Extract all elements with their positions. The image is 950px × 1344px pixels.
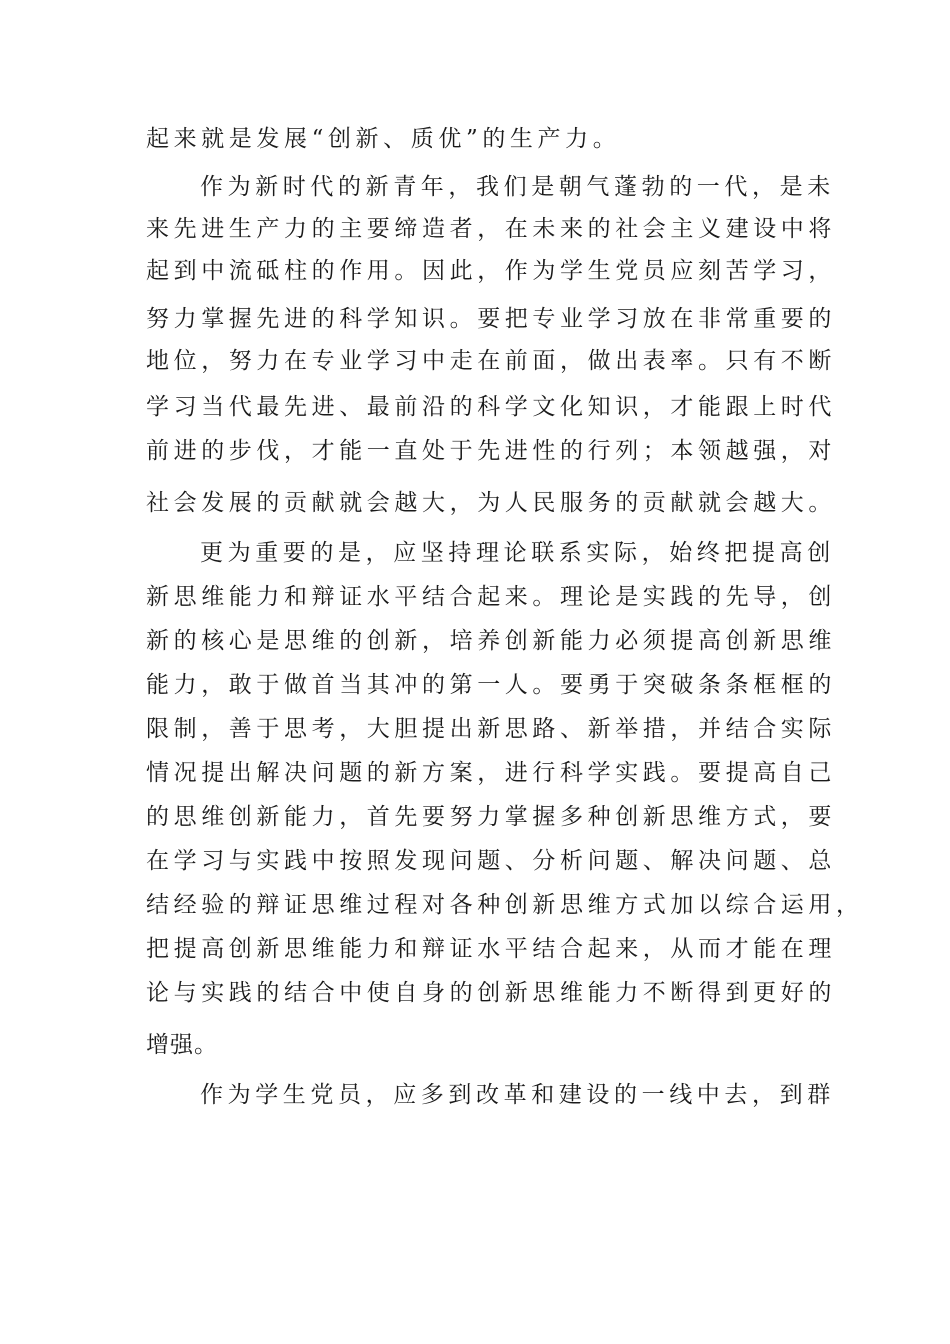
text-line: 把提高创新思维能力和辩证水平结合起来，从而才能在理 <box>146 936 836 962</box>
text-line: 增强。 <box>146 1032 218 1058</box>
text-line: 新的核心是思维的创新，培养创新能力必须提高创新思维 <box>146 628 836 654</box>
text-line: 论与实践的结合中使自身的创新思维能力不断得到更好的 <box>146 980 836 1006</box>
text-line: 社会发展的贡献就会越大，为人民服务的贡献就会越大。 <box>146 490 836 516</box>
text-line: 情况提出解决问题的新方案，进行科学实践。要提高自己 <box>146 760 836 786</box>
text-line: 努力掌握先进的科学知识。要把专业学习放在非常重要的 <box>146 306 836 332</box>
text-line: 学习当代最先进、最前沿的科学文化知识，才能跟上时代 <box>146 394 836 420</box>
text-line: 的思维创新能力，首先要努力掌握多种创新思维方式，要 <box>146 804 836 830</box>
paragraph-first-line: 作为学生党员，应多到改革和建设的一线中去，到群 <box>200 1082 835 1108</box>
text-line: 能力，敢于做首当其冲的第一人。要勇于突破条条框框的 <box>146 672 836 698</box>
text-line: 前进的步伐，才能一直处于先进性的行列；本领越强，对 <box>146 438 836 464</box>
text-line: 来先进生产力的主要缔造者，在未来的社会主义建设中将 <box>146 216 836 242</box>
text-line: 起到中流砥柱的作用。因此，作为学生党员应刻苦学习， <box>146 258 836 284</box>
paragraph-first-line: 更为重要的是，应坚持理论联系实际，始终把提高创 <box>200 540 835 566</box>
text-line: 新思维能力和辩证水平结合起来。理论是实践的先导，创 <box>146 584 836 610</box>
text-line: 限制，善于思考，大胆提出新思路、新举措，并结合实际 <box>146 716 836 742</box>
text-line: 在学习与实践中按照发现问题、分析问题、解决问题、总 <box>146 848 836 874</box>
text-line: 结经验的辩证思维过程对各种创新思维方式加以综合运用， <box>146 892 864 918</box>
text-line: 地位，努力在专业学习中走在前面，做出表率。只有不断 <box>146 348 836 374</box>
paragraph-first-line: 作为新时代的新青年，我们是朝气蓬勃的一代，是未 <box>200 174 835 200</box>
text-line: 起来就是发展“创新、质优”的生产力。 <box>146 126 621 152</box>
